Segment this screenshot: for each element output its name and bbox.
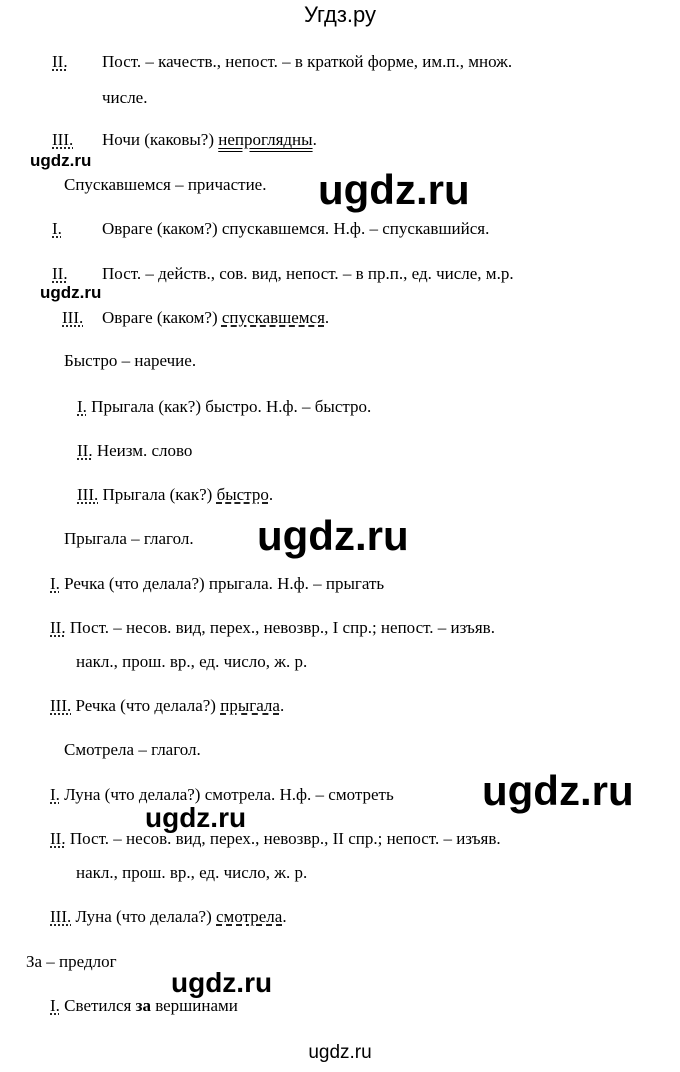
underlined-word: непроглядны — [218, 130, 313, 149]
text: вершинами — [150, 996, 238, 1015]
text: . — [324, 308, 330, 327]
line-23 — [50, 996, 238, 1016]
text: Прыгала (как?) быстро. Н.ф. – быстро. — [86, 397, 372, 416]
item-number: III. — [52, 130, 74, 149]
line-12: Прыгала – глагол. — [64, 529, 194, 548]
text: Прыгала (как?) — [98, 485, 217, 504]
underlined-word: смотрела — [216, 907, 283, 926]
item-number: II. — [77, 441, 93, 460]
line-16 — [50, 696, 284, 716]
line-17: Смотрела – глагол. — [64, 740, 201, 759]
watermark: ugdz.ru — [482, 767, 634, 814]
line-7-text — [102, 308, 329, 328]
item-number: I. — [50, 996, 60, 1015]
underlined-word: прыгала — [220, 696, 280, 715]
item-number: III. — [50, 696, 72, 715]
line-7 — [62, 308, 83, 328]
line-1-text: Пост. – качеств., непост. – в краткой форме, им.п., множ. — [102, 52, 513, 71]
line-8: Быстро – наречие. — [64, 351, 197, 370]
line-11 — [77, 485, 273, 505]
text: . — [282, 907, 287, 926]
line-6 — [52, 264, 68, 284]
watermark: ugdz.ru — [30, 151, 92, 170]
site-header: Угдз.ру — [303, 2, 377, 27]
line-3-text — [102, 130, 317, 150]
bold-word: за — [135, 996, 151, 1015]
text: Овраге (каком?) — [102, 308, 222, 327]
item-number: II. — [50, 618, 66, 637]
text: Речка (что делала?) — [71, 696, 221, 715]
item-number: I. — [50, 785, 60, 804]
line-19 — [50, 829, 501, 849]
line-22: За – предлог — [26, 952, 117, 971]
text: Речка (что делала?) прыгала. Н.ф. – прыгать — [59, 574, 385, 593]
item-number: II. — [52, 52, 68, 71]
text: Луна (что делала?) смотрела. Н.ф. – смотреть — [59, 785, 394, 804]
text: Светился — [59, 996, 136, 1015]
watermark: ugdz.ru — [40, 283, 102, 302]
item-number: I. — [52, 219, 62, 238]
text: . — [268, 485, 274, 504]
item-number: I. — [50, 574, 60, 593]
line-2: числе. — [102, 88, 148, 107]
line-10 — [77, 441, 192, 461]
text: Луна (что делала?) — [71, 907, 217, 926]
item-number: III. — [77, 485, 99, 504]
line-15: накл., прош. вр., ед. число, ж. р. — [76, 652, 308, 671]
line-21 — [50, 907, 287, 927]
line-14 — [50, 618, 495, 638]
line-6-text: Пост. – действ., сов. вид, непост. – в пр.п., ед. числе, м.р. — [102, 264, 514, 283]
item-number: III. — [50, 907, 72, 926]
line-1 — [52, 52, 68, 72]
line-4: Спускавшемся – причастие. — [64, 175, 267, 194]
watermark: ugdz.ru — [145, 802, 247, 833]
item-number: II. — [50, 829, 66, 848]
text: . — [312, 130, 317, 149]
site-footer: ugdz.ru — [308, 1042, 372, 1063]
watermark: ugdz.ru — [257, 512, 409, 559]
line-13 — [50, 574, 384, 594]
line-5-text: Овраге (каком?) спускавшемся. Н.ф. – спускавшийся. — [102, 219, 490, 238]
text: . — [279, 696, 285, 715]
item-number: II. — [52, 264, 68, 283]
line-3 — [52, 130, 73, 150]
text: Ночи (каковы?) — [102, 130, 219, 149]
watermark: ugdz.ru — [318, 166, 470, 213]
item-number: I. — [77, 397, 87, 416]
text: Пост. – несов. вид, перех., невозвр., II спр.; непост. – изъяв. — [65, 829, 501, 848]
line-20: накл., прош. вр., ед. число, ж. р. — [76, 863, 308, 882]
underlined-word: спускавшемся — [221, 308, 325, 327]
text: Неизм. слово — [92, 441, 193, 460]
text: Пост. – несов. вид, перех., невозвр., I спр.; непост. – изъяв. — [65, 618, 495, 637]
line-5 — [52, 219, 62, 239]
watermark: ugdz.ru — [171, 967, 273, 998]
underlined-word: быстро — [216, 485, 269, 504]
line-9 — [77, 397, 371, 417]
item-number: III. — [62, 308, 84, 327]
